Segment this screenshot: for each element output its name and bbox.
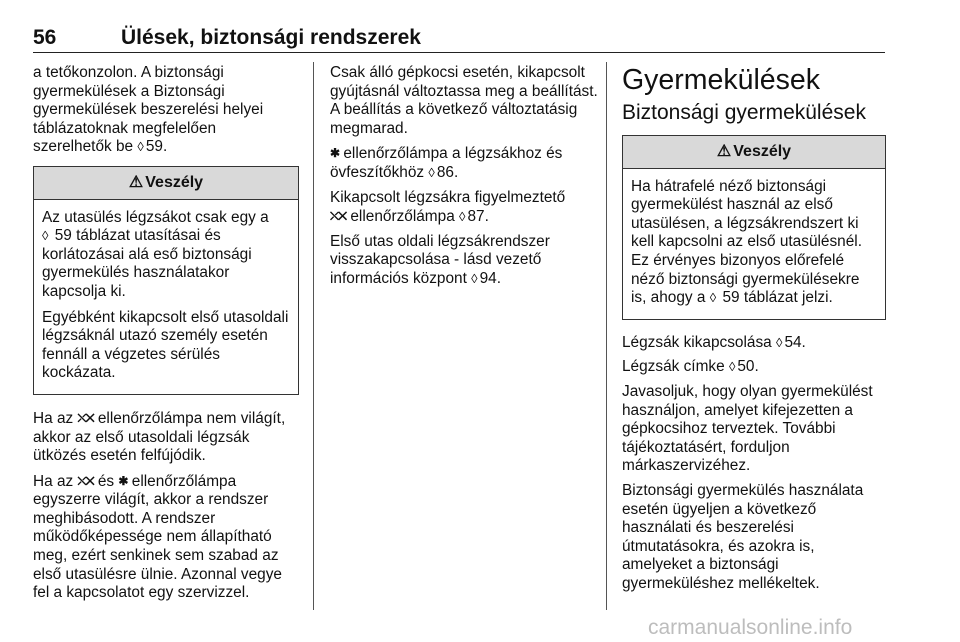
paragraph: Kikapcsolt légzsákra figyelmeztető ⛌✕ ellenőrzőlámpa ◊ 87.	[330, 188, 566, 226]
paragraph: Légzsák címke ◊ 50.	[622, 358, 759, 376]
paragraph: a tetőkonzolon. A biztonsági gyermekülések a Biztonsági gyermekülések beszerelési helyei táblázatoknak megfelelően szerelhetők be ◊ 59.	[33, 64, 264, 156]
airbag-off-icon: ⛌✕	[330, 209, 347, 224]
warning-box	[33, 166, 299, 395]
page-reference[interactable]: 59.	[145, 138, 168, 156]
page-reference[interactable]: 87.	[467, 208, 489, 226]
page-number: 56	[33, 26, 57, 49]
page-ref-icon: ◊	[428, 164, 435, 180]
page-ref-icon: ◊	[137, 139, 144, 155]
column-divider	[313, 62, 314, 610]
column-1	[33, 64, 299, 609]
column-3	[622, 64, 886, 599]
airbag-off-icon: ⛌✕	[77, 410, 94, 425]
paragraph: Ha az ⛌✕ és ✱ ellenőrzőlámpa egyszerre világít, akkor a rendszer meghibásodott. A rendszer működőképessége nem állapítható meg, ezért senkinek sem szabad az első utasülésre ülnie. Azonnal vegye fel a kapcsolatot egy szervizzel.	[33, 472, 282, 602]
warning-body	[34, 200, 298, 394]
page-ref-icon: ◊	[42, 228, 49, 244]
page-ref-icon: ◊	[776, 334, 783, 350]
warning-text: Az utasülés légzsákot csak egy a ◊ 59 táblázat utasításai és korlátozásai alá eső biztonsági gyermekülés használatakor kapcsolja ki.	[42, 208, 269, 300]
page-reference[interactable]: 86.	[436, 163, 459, 181]
warning-header	[623, 136, 885, 169]
paragraph: Ha az ⛌✕ ellenőrzőlámpa nem világít, akkor az első utasoldali légzsák ütközés esetén felfújódik.	[33, 409, 286, 465]
warning-triangle-icon: ⚠	[716, 143, 732, 160]
subsection-heading: Biztonsági gyermekülések	[622, 101, 866, 124]
paragraph: Javasoljuk, hogy olyan gyermekülést használjon, amelyet kifejezetten a gépkocsihoz terveztek. További tájékoztatásért, forduljon márkaszervizéhez.	[622, 382, 873, 475]
warning-body	[623, 169, 885, 319]
warning-title: Veszély	[145, 173, 204, 191]
paragraph: Biztonsági gyermekülés használata esetén ügyeljen a következő használati és beszerelési útmutatásokra, és azokra is, amelyeket a biztonsági gyermeküléshez mellékeltek.	[622, 481, 864, 592]
page-reference[interactable]: 94.	[479, 269, 501, 287]
airbag-icon: ✱	[330, 146, 340, 161]
watermark: carmanualsonline.info	[648, 616, 853, 639]
column-divider	[606, 62, 607, 610]
page-title: Ülések, biztonsági rendszerek	[121, 26, 421, 49]
airbag-icon: ✱	[118, 473, 128, 488]
page-ref-icon: ◊	[709, 290, 717, 306]
warning-title: Veszély	[733, 143, 792, 160]
page-reference[interactable]: 50.	[737, 358, 759, 376]
paragraph: Légzsák kikapcsolása ◊ 54.	[622, 333, 806, 351]
page-ref-icon: ◊	[459, 209, 466, 225]
page-header	[33, 22, 885, 53]
airbag-off-icon: ⛌✕	[77, 473, 94, 488]
warning-box	[622, 135, 886, 320]
warning-header	[34, 167, 298, 200]
page-ref-icon: ◊	[471, 270, 478, 286]
warning-text: Ha hátrafelé néző biztonsági gyermekülést használ az első utasülésen, a légzsákrendszert ki kell kapcsolni az első utasülésnél. Ez érvényes bizonyos előrefelé néző biztonsági gyermekülésekre is, ahogy a ◊ 59 táblázat jelzi.	[631, 177, 862, 307]
page-ref-icon: ◊	[728, 359, 736, 375]
paragraph: Csak álló gépkocsi esetén, kikapcsolt gyújtásnál változtassa meg a beállítást. A beállítás a következő változtatásig megmarad.	[330, 64, 598, 137]
column-2	[330, 64, 598, 295]
paragraph: ✱ ellenőrzőlámpa a légzsákhoz és övfeszítőkhöz ◊ 86.	[330, 145, 563, 181]
page-reference[interactable]: 54.	[784, 333, 806, 351]
warning-triangle-icon: ⚠	[128, 173, 144, 191]
paragraph: Első utas oldali légzsákrendszer visszakapcsolása - lásd vezető információs központ ◊ 94.	[330, 232, 550, 287]
section-heading: Gyermekülések	[622, 64, 820, 96]
warning-text: Egyébként kikapcsolt első utasoldali légzsáknál utazó személy esetén fennáll a végzetes sérülés kockázata.	[42, 308, 289, 382]
